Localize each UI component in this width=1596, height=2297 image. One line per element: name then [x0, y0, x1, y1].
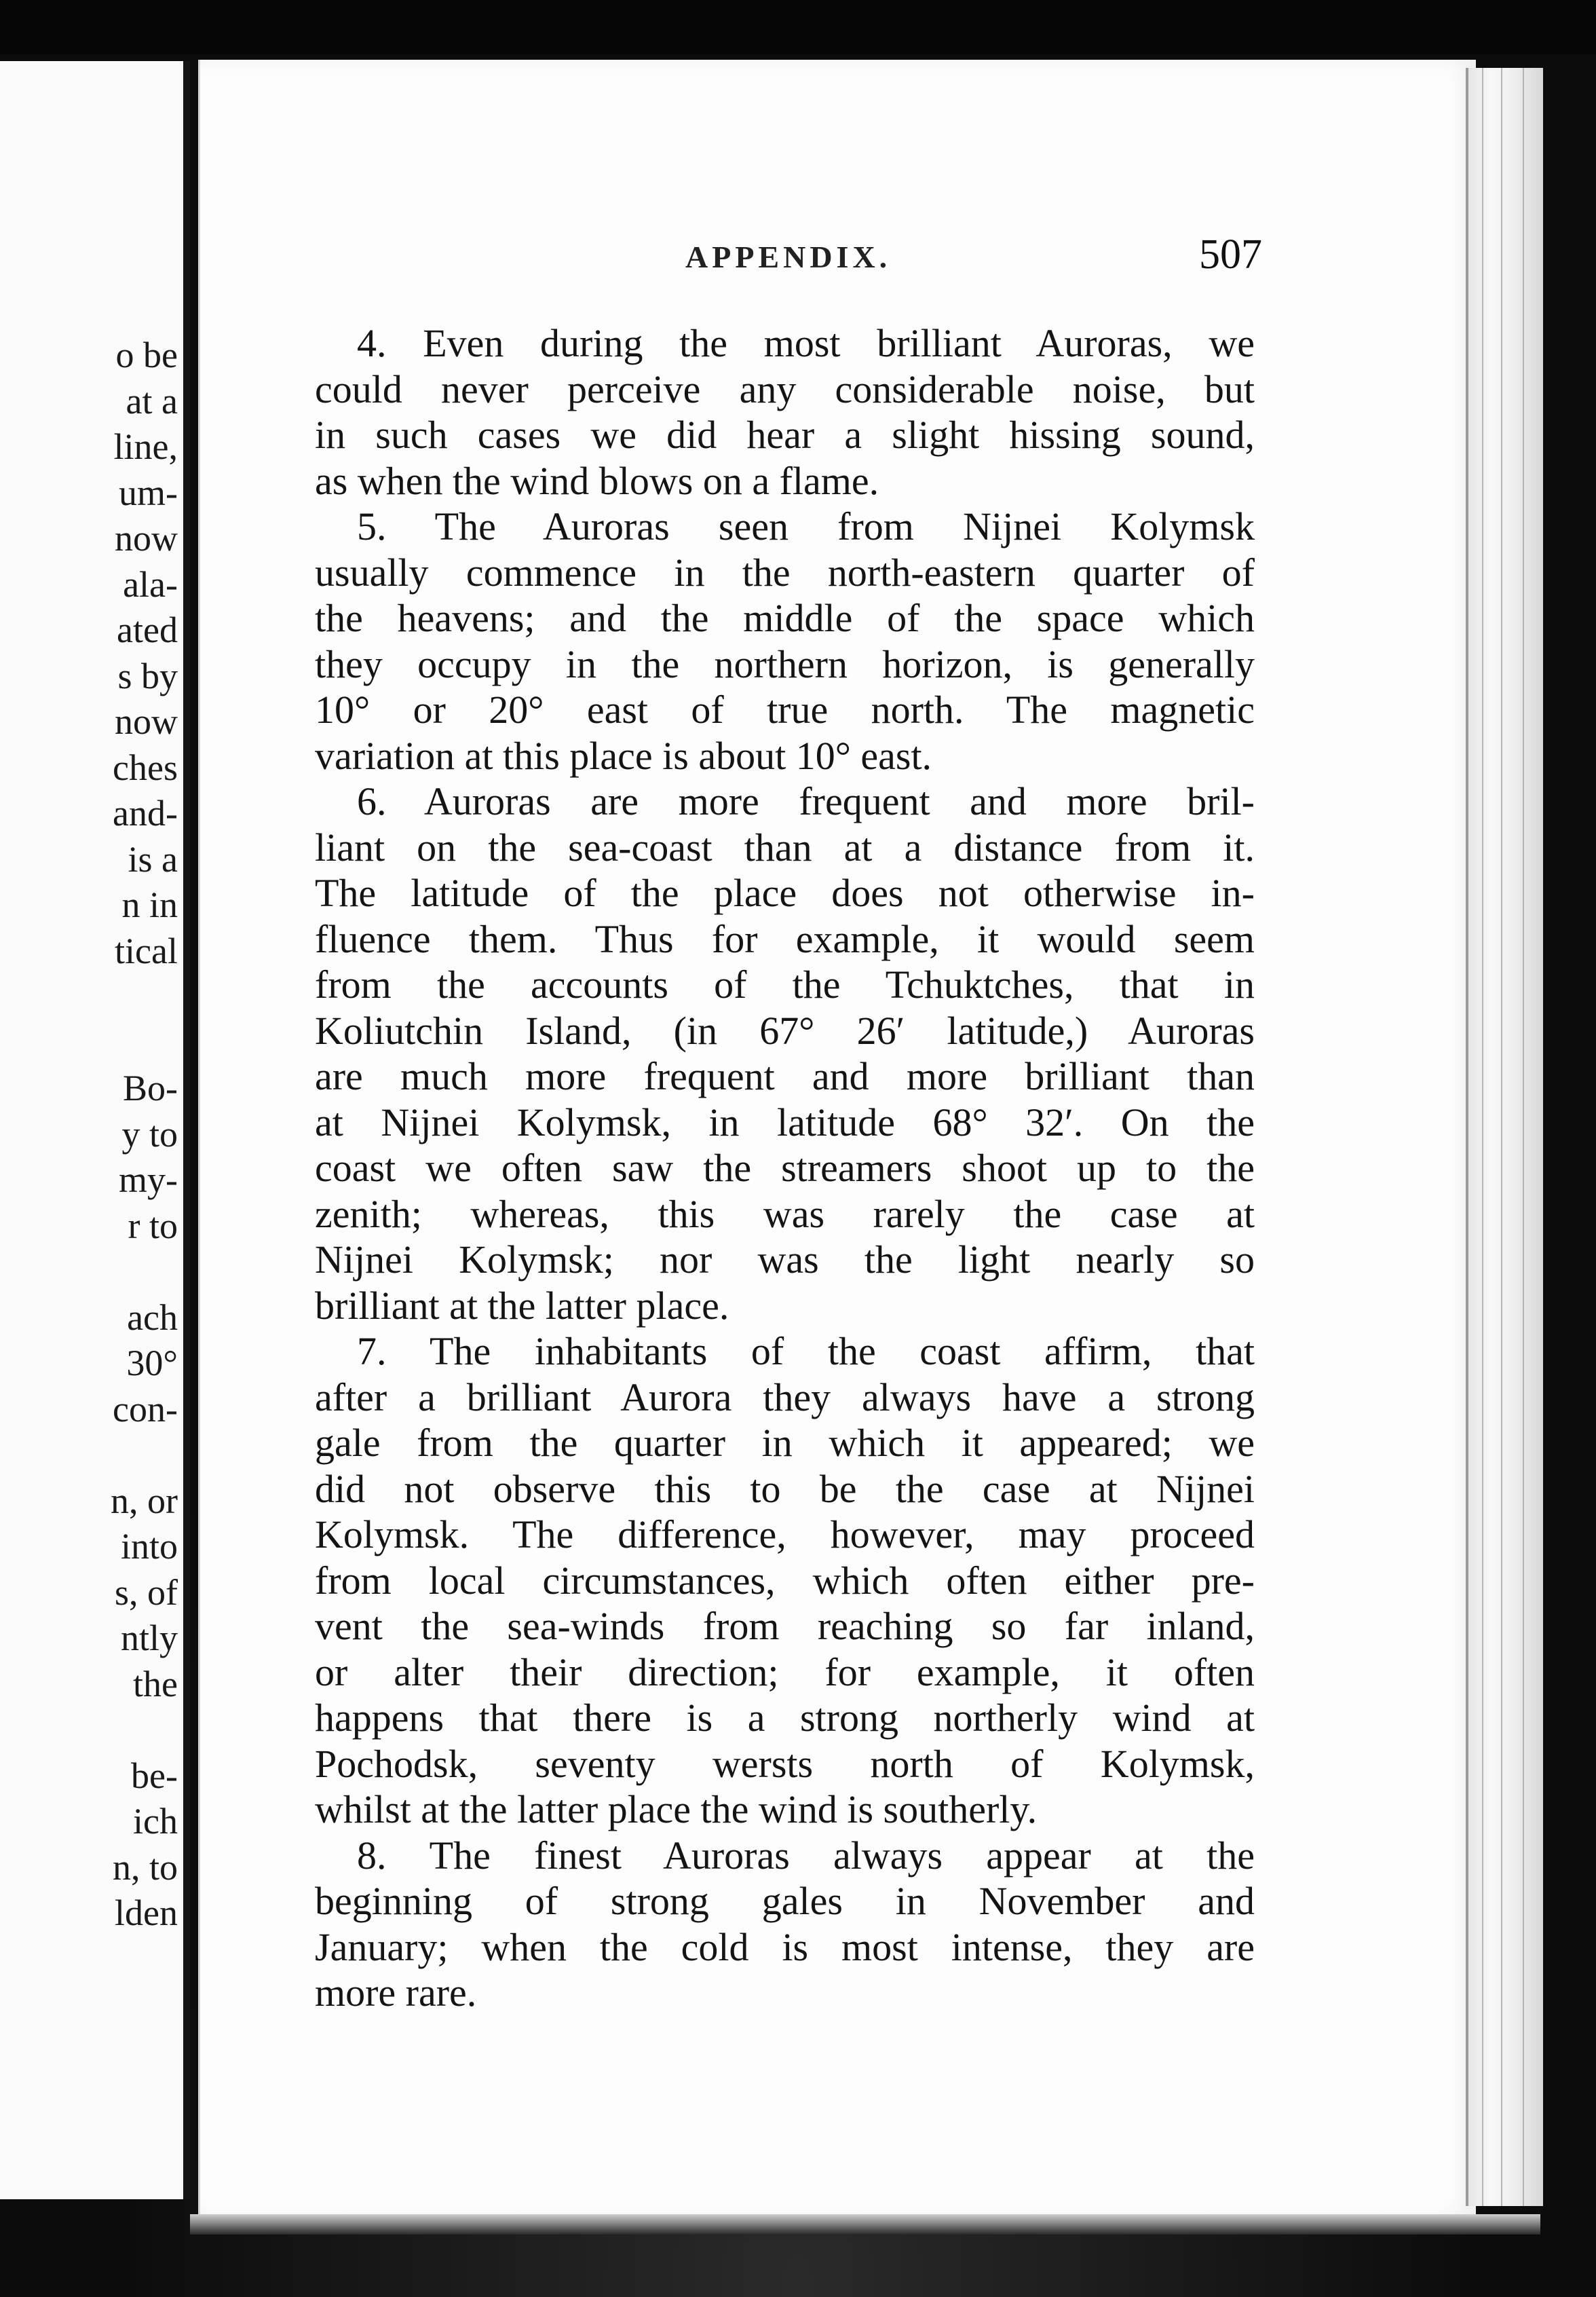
- facing-page-line-fragment: con-: [113, 1388, 178, 1430]
- facing-page-line-fragment: ala-: [123, 563, 178, 605]
- text-line: more rare.: [315, 1971, 477, 2015]
- text-line: Kolymsk. The difference, however, may proceed: [315, 1512, 1255, 1556]
- text-line: The latitude of the place does not otherwise in-: [315, 871, 1255, 915]
- facing-page-line-fragment: lden: [115, 1892, 178, 1933]
- text-line: whilst at the latter place the wind is southerly.: [315, 1787, 1038, 1831]
- text-line: could never perceive any considerable noise, but: [315, 367, 1255, 411]
- text-line: 10° or 20° east of true north. The magnetic: [315, 688, 1255, 732]
- paragraph: [315, 504, 1255, 779]
- text-line: variation at this place is about 10° east.: [315, 733, 932, 778]
- text-line: Koliutchin Island, (in 67° 26′ latitude,) Auroras: [315, 1008, 1255, 1053]
- facing-page-line-fragment: n, to: [112, 1846, 178, 1888]
- paragraph: [315, 1833, 1255, 2016]
- body-text: [315, 320, 1255, 2016]
- facing-page-line-fragment: s by: [117, 655, 178, 696]
- facing-page-line-fragment: ated: [117, 610, 178, 650]
- text-line: from local circumstances, which often either pre-: [315, 1558, 1255, 1603]
- book-shadow: [0, 0, 1596, 54]
- page-header: [685, 231, 1262, 285]
- text-line: are much more frequent and more brilliant than: [315, 1054, 1255, 1098]
- facing-page-line-fragment: now: [115, 701, 178, 742]
- facing-page-line-fragment: Bo-: [123, 1068, 178, 1108]
- facing-page-line-fragment: y to: [121, 1113, 178, 1155]
- facing-page-line-fragment: at a: [126, 380, 178, 422]
- text-line: they occupy in the northern horizon, is generally: [315, 641, 1255, 686]
- facing-page-line-fragment: r to: [128, 1205, 178, 1246]
- facing-page-line-fragment: ches: [113, 747, 178, 788]
- page-bottom-edge: [190, 2214, 1540, 2235]
- facing-page-line-fragment: the: [133, 1663, 178, 1704]
- running-head: APPENDIX.: [685, 240, 892, 274]
- text-line: 7. The inhabitants of the coast affirm, that: [357, 1329, 1255, 1373]
- text-line: 8. The finest Auroras always appear at the: [357, 1833, 1255, 1878]
- text-line: fluence them. Thus for example, it would seem: [315, 916, 1255, 961]
- text-line: did not observe this to be the case at Nijnei: [315, 1466, 1255, 1511]
- facing-page-line-fragment: ntly: [120, 1618, 178, 1658]
- text-line: liant on the sea-coast than at a distance from it.: [315, 825, 1255, 870]
- text-line: zenith; whereas, this was rarely the case at: [315, 1191, 1255, 1236]
- text-line: brilliant at the latter place.: [315, 1283, 729, 1328]
- text-line: vent the sea-winds from reaching so far inland,: [315, 1604, 1255, 1648]
- text-line: after a brilliant Aurora they always have a strong: [315, 1375, 1255, 1419]
- text-line: usually commence in the north-eastern quarter of: [315, 550, 1255, 595]
- facing-page-fragment: [0, 61, 190, 2199]
- text-line: gale from the quarter in which it appeared; we: [315, 1421, 1255, 1465]
- facing-page-line-fragment: ach: [127, 1296, 178, 1338]
- paragraph: [315, 1328, 1255, 1833]
- page-fore-edge: [1466, 68, 1543, 2206]
- text-line: Pochodsk, seventy wersts north of Kolymsk,: [315, 1741, 1255, 1786]
- facing-page-line-fragment: line,: [113, 426, 178, 467]
- facing-page-line-fragment: tical: [115, 930, 178, 971]
- text-line: happens that there is a strong northerly wind at: [315, 1696, 1255, 1740]
- text-line: coast we often saw the streamers shoot up to the: [315, 1146, 1255, 1190]
- text-line: at Nijnei Kolymsk, in latitude 68° 32′. On the: [315, 1100, 1255, 1144]
- facing-page-line-fragment: n, or: [111, 1480, 178, 1521]
- text-line: 6. Auroras are more frequent and more bril-: [357, 779, 1255, 823]
- facing-page-line-fragment: is a: [128, 838, 178, 880]
- facing-page-line-fragment: into: [120, 1526, 178, 1567]
- facing-page-line-fragment: my-: [119, 1159, 178, 1200]
- text-line: January; when the cold is most intense, they are: [315, 1924, 1255, 1969]
- facing-page-line-fragment: and-: [113, 793, 178, 834]
- text-line: Nijnei Kolymsk; nor was the light nearly so: [315, 1237, 1255, 1282]
- text-line: beginning of strong gales in November and: [315, 1879, 1255, 1923]
- text-line: the heavens; and the middle of the space which: [315, 596, 1255, 640]
- text-line: or alter their direction; for example, it often: [315, 1649, 1255, 1694]
- facing-page-line-fragment: o be: [115, 335, 178, 375]
- facing-page-line-fragment: um-: [119, 472, 178, 513]
- page-number: 507: [1199, 231, 1262, 278]
- facing-page-line-fragment: 30°: [126, 1343, 178, 1383]
- text-line: from the accounts of the Tchuktches, that in: [315, 963, 1255, 1007]
- facing-page-line-fragment: ich: [133, 1801, 178, 1842]
- text-line: 4. Even during the most brilliant Auroras, we: [357, 321, 1255, 365]
- text-line: as when the wind blows on a flame.: [315, 458, 879, 503]
- paragraph: [315, 320, 1255, 504]
- text-line: in such cases we did hear a slight hissing sound,: [315, 413, 1255, 457]
- facing-page-line-fragment: s, of: [115, 1571, 178, 1613]
- facing-page-line-fragment: be-: [131, 1755, 178, 1796]
- text-line: 5. The Auroras seen from Nijnei Kolymsk: [357, 504, 1255, 548]
- paragraph: [315, 779, 1255, 1328]
- facing-page-line-fragment: n in: [121, 884, 178, 925]
- facing-page-line-fragment: now: [115, 518, 178, 559]
